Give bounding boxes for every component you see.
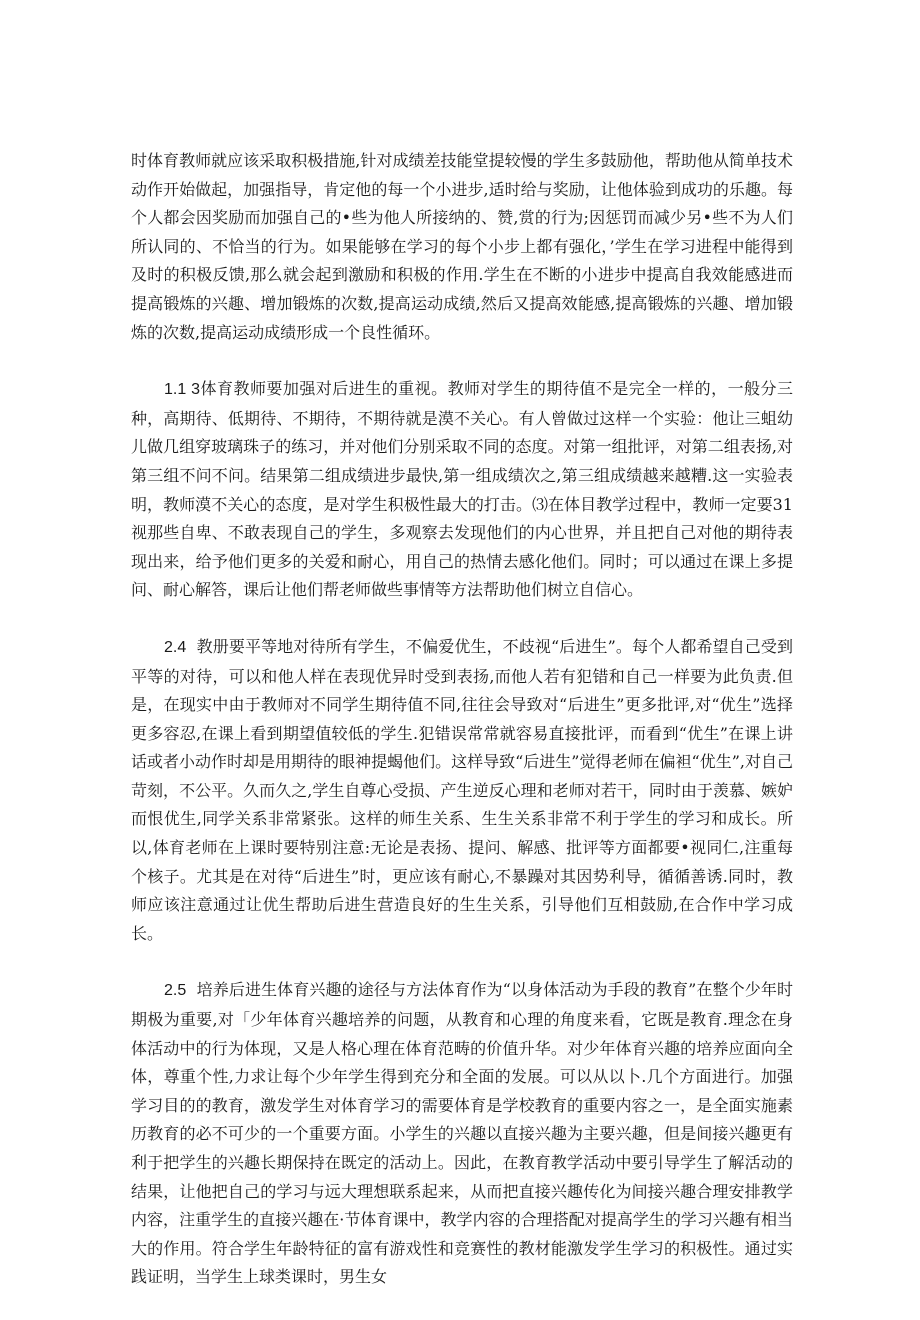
section-number: 2.4 [164,638,187,656]
paragraph-continuation [131,147,793,347]
paragraph-text: 时体育教师就应该采取积极措施,针对成绩差技能堂提较慢的学生多鼓励他，帮助他从简单技术动作开始做起，加强指导，肯定他的每一个小进步,适时给与奖励，让他体验到成功的乐趣。每个人都会因奖励而加强自己的•些为他人所接纳的、赞,赏的行为;因惩罚而减少另•些不为人们所认同的、不恰当的行为。如果能够在学习的每个小步上都有强化，’学生在学习进程中能得到及时的积极反馈,那么就会起到激励和积极的作用.学生在不断的小进步中提高自我效能感进而提高锻炼的兴趣、增加锻炼的次数,提高运动成绩,然后又提高效能感,提高锻炼的兴趣、增加锻炼的次数,提高运动成绩形成一个良性循环。 [131,151,793,342]
section-number: 1.1 3 [164,381,201,399]
paragraph-2-5 [131,976,793,1292]
document-page [131,147,793,1320]
paragraph-text: 培养后进生体育兴趣的途径与方法体育作为“以身体活动为手段的教育”在整个少年时期极为重要,对「少年体育兴趣培养的问题，从教育和心理的角度来看，它既是教育.理念在身体活动中的行为体现，又是人格心理在体育范畴的价值升华。对少年体育兴趣的培养应面向全体，尊重个性,力求让每个少年学生得到充分和全面的发展。可以从以卜.几个方面进行。加强学习目的的教育，激发学生对体育学习的需要体育是学校教育的重要内容之一，是全面实施素历教育的必不可少的一个重要方面。小学生的兴趣以直接兴趣为主要兴趣，但是间接兴趣更有利于把学生的兴趣长期保持在既定的活动上。因此，在教育教学活动中要引导学生了解活动的结果，让他把自己的学习与远大理想联系起来，从而把直接兴趣传化为间接兴趣合理安排教学内容，注重学生的直接兴趣在·节体育课中，教学内容的合理搭配对提高学生的学习兴趣有相当大的作用。符合学生年龄特征的富有游戏性和竞赛性的教材能激发学生学习的积极性。通过实践证明，当学生上球类课时，男生女 [131,980,793,1287]
paragraph-text: 体育教师要加强对后进生的重视。教师对学生的期待值不是完全一样的，一般分三种，高期待、低期待、不期待，不期待就是漠不关心。有人曾做过这样一个实验：他让三蛆幼儿做几组穿玻璃珠子的练习，并对他们分别采取不同的态度。对第一组批评，对第二组表扬,对第三组不问不问。结果第二组成绩进步最快,第一组成绩次之,第三组成绩越来越糟.这一实验表明，教师漠不关心的态度，是对学生积极性最大的打击。⑶在体目教学过程中，教师一定要31视那些自卑、不敢表现自己的学生，多观察去发现他们的内心世界，并且把自己对他的期待表现出来，给予他们更多的关爱和耐心，用自己的热情去感化他们。同时；可以通过在课上多提问、耐心解答，课后让他们帮老师做些事情等方法帮助他们树立自信心。 [131,379,793,600]
section-number: 2.5 [164,982,187,1000]
paragraph-1-1-3 [131,375,793,605]
paragraph-2-4 [131,633,793,949]
paragraph-text: 教册要平等地对待所有学生，不偏爱优生，不歧视“后进生”。每个人都希望自己受到平等的对待，可以和他人样在表现优异时受到表扬,而他人若有犯错和自己一样要为此负责.但是，在现实中由于教师对不同学生期待值不同,往往会导致对“后进生”更多批评,对“优生”选择更多容忍,在课上看到期望值较低的学生.犯错误常常就容易直接批评，而看到“优生”在课上讲话或者小动作时却是用期待的眼神提蝎他们。这样导致“后进生”觉得老师在偏袒“优生”,对自己苛刻，不公平。久而久之,学生自尊心受损、产生逆反心理和老师对若干，同时由于羡慕、嫉妒而恨优生,同学关系非常紧张。这样的师生关系、生生关系非常不利于学生的学习和成长。所以,体育老师在上课时要特别注意:无论是表扬、提问、解感、批评等方面都要•视同仁,注重每个核子。尤其是在对待“后进生”时，更应该有耐心,不暴躁对其因势利导，循循善诱.同时，教师应该注意通过让优生帮助后进生营造良好的生生关系，引导他们互相鼓励,在合作中学习成长。 [131,636,793,943]
